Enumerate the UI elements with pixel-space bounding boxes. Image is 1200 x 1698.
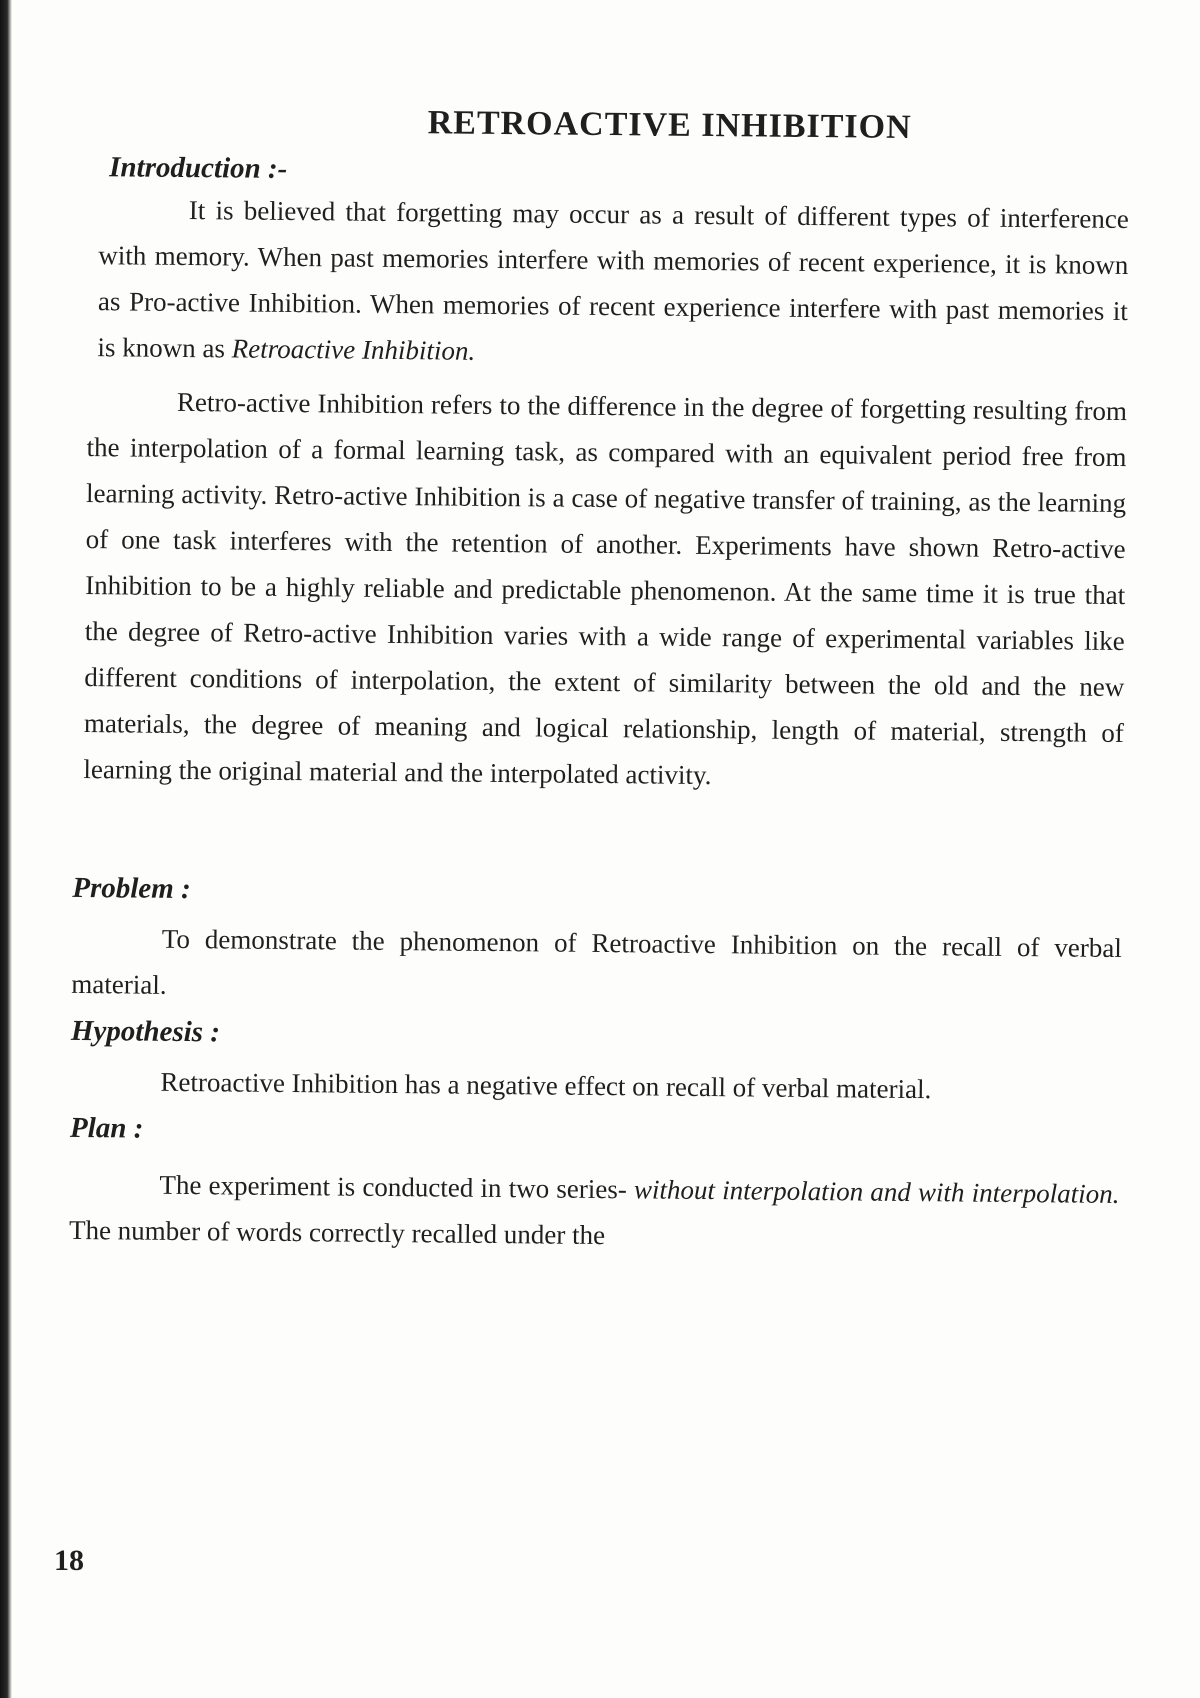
introduction-paragraph-1 <box>97 186 1129 380</box>
hypothesis-text: Retroactive Inhibition has a negative effect on recall of verbal material. <box>160 1066 932 1105</box>
problem-heading: Problem : <box>72 871 191 906</box>
plan-series-emphasis: without interpolation and with interpolation. <box>633 1174 1120 1209</box>
plan-text-start: The experiment is conducted in two series- <box>159 1169 635 1205</box>
hypothesis-heading: Hypothesis : <box>70 1014 221 1049</box>
page-content <box>69 85 1130 1263</box>
plan-heading: Plan : <box>69 1111 144 1145</box>
plan-text-end: The number of words correctly recalled under the <box>68 1214 606 1251</box>
scan-shadow-edge <box>0 0 12 1698</box>
introduction-paragraph-1-text: It is believed that forgetting may occur as a result of different types of interference with memory. When past memories interfere with memories of recent experience, it is known as Pro-active Inhibition. When memories of recent experience interfere with past memories it is known as <box>97 195 1129 364</box>
introduction-heading: Introduction :- <box>109 151 288 185</box>
problem-text: To demonstrate the phenomenon of Retroactive Inhibition on the recall of verbal material. <box>71 923 1122 1000</box>
plan-text <box>69 1161 1120 1263</box>
introduction-paragraph-2: Retro-active Inhibition refers to the difference in the degree of forgetting resulting from the interpolation of a formal learning task, as compared with an equivalent period free from learning activity. Retro-active Inhibition is a case of negative transfer of training, as the learning of one task interferes with the retention of another. Experiments have shown Retro-active Inhibition to be a highly reliable and predictable phenomenon. At the same time it is true that the degree of Retro-active Inhibition varies with a wide range of experimental variables like different conditions of interpolation, the extent of similarity between the old and the new materials, the degree of meaning and logical relationship, length of material, strength of learning the original material and the interpolated activity. <box>83 386 1128 791</box>
page-number: 18 <box>54 1544 84 1577</box>
page-title: RETROACTIVE INHIBITION <box>427 104 912 146</box>
retroactive-inhibition-emphasis: Retroactive Inhibition. <box>231 333 476 366</box>
